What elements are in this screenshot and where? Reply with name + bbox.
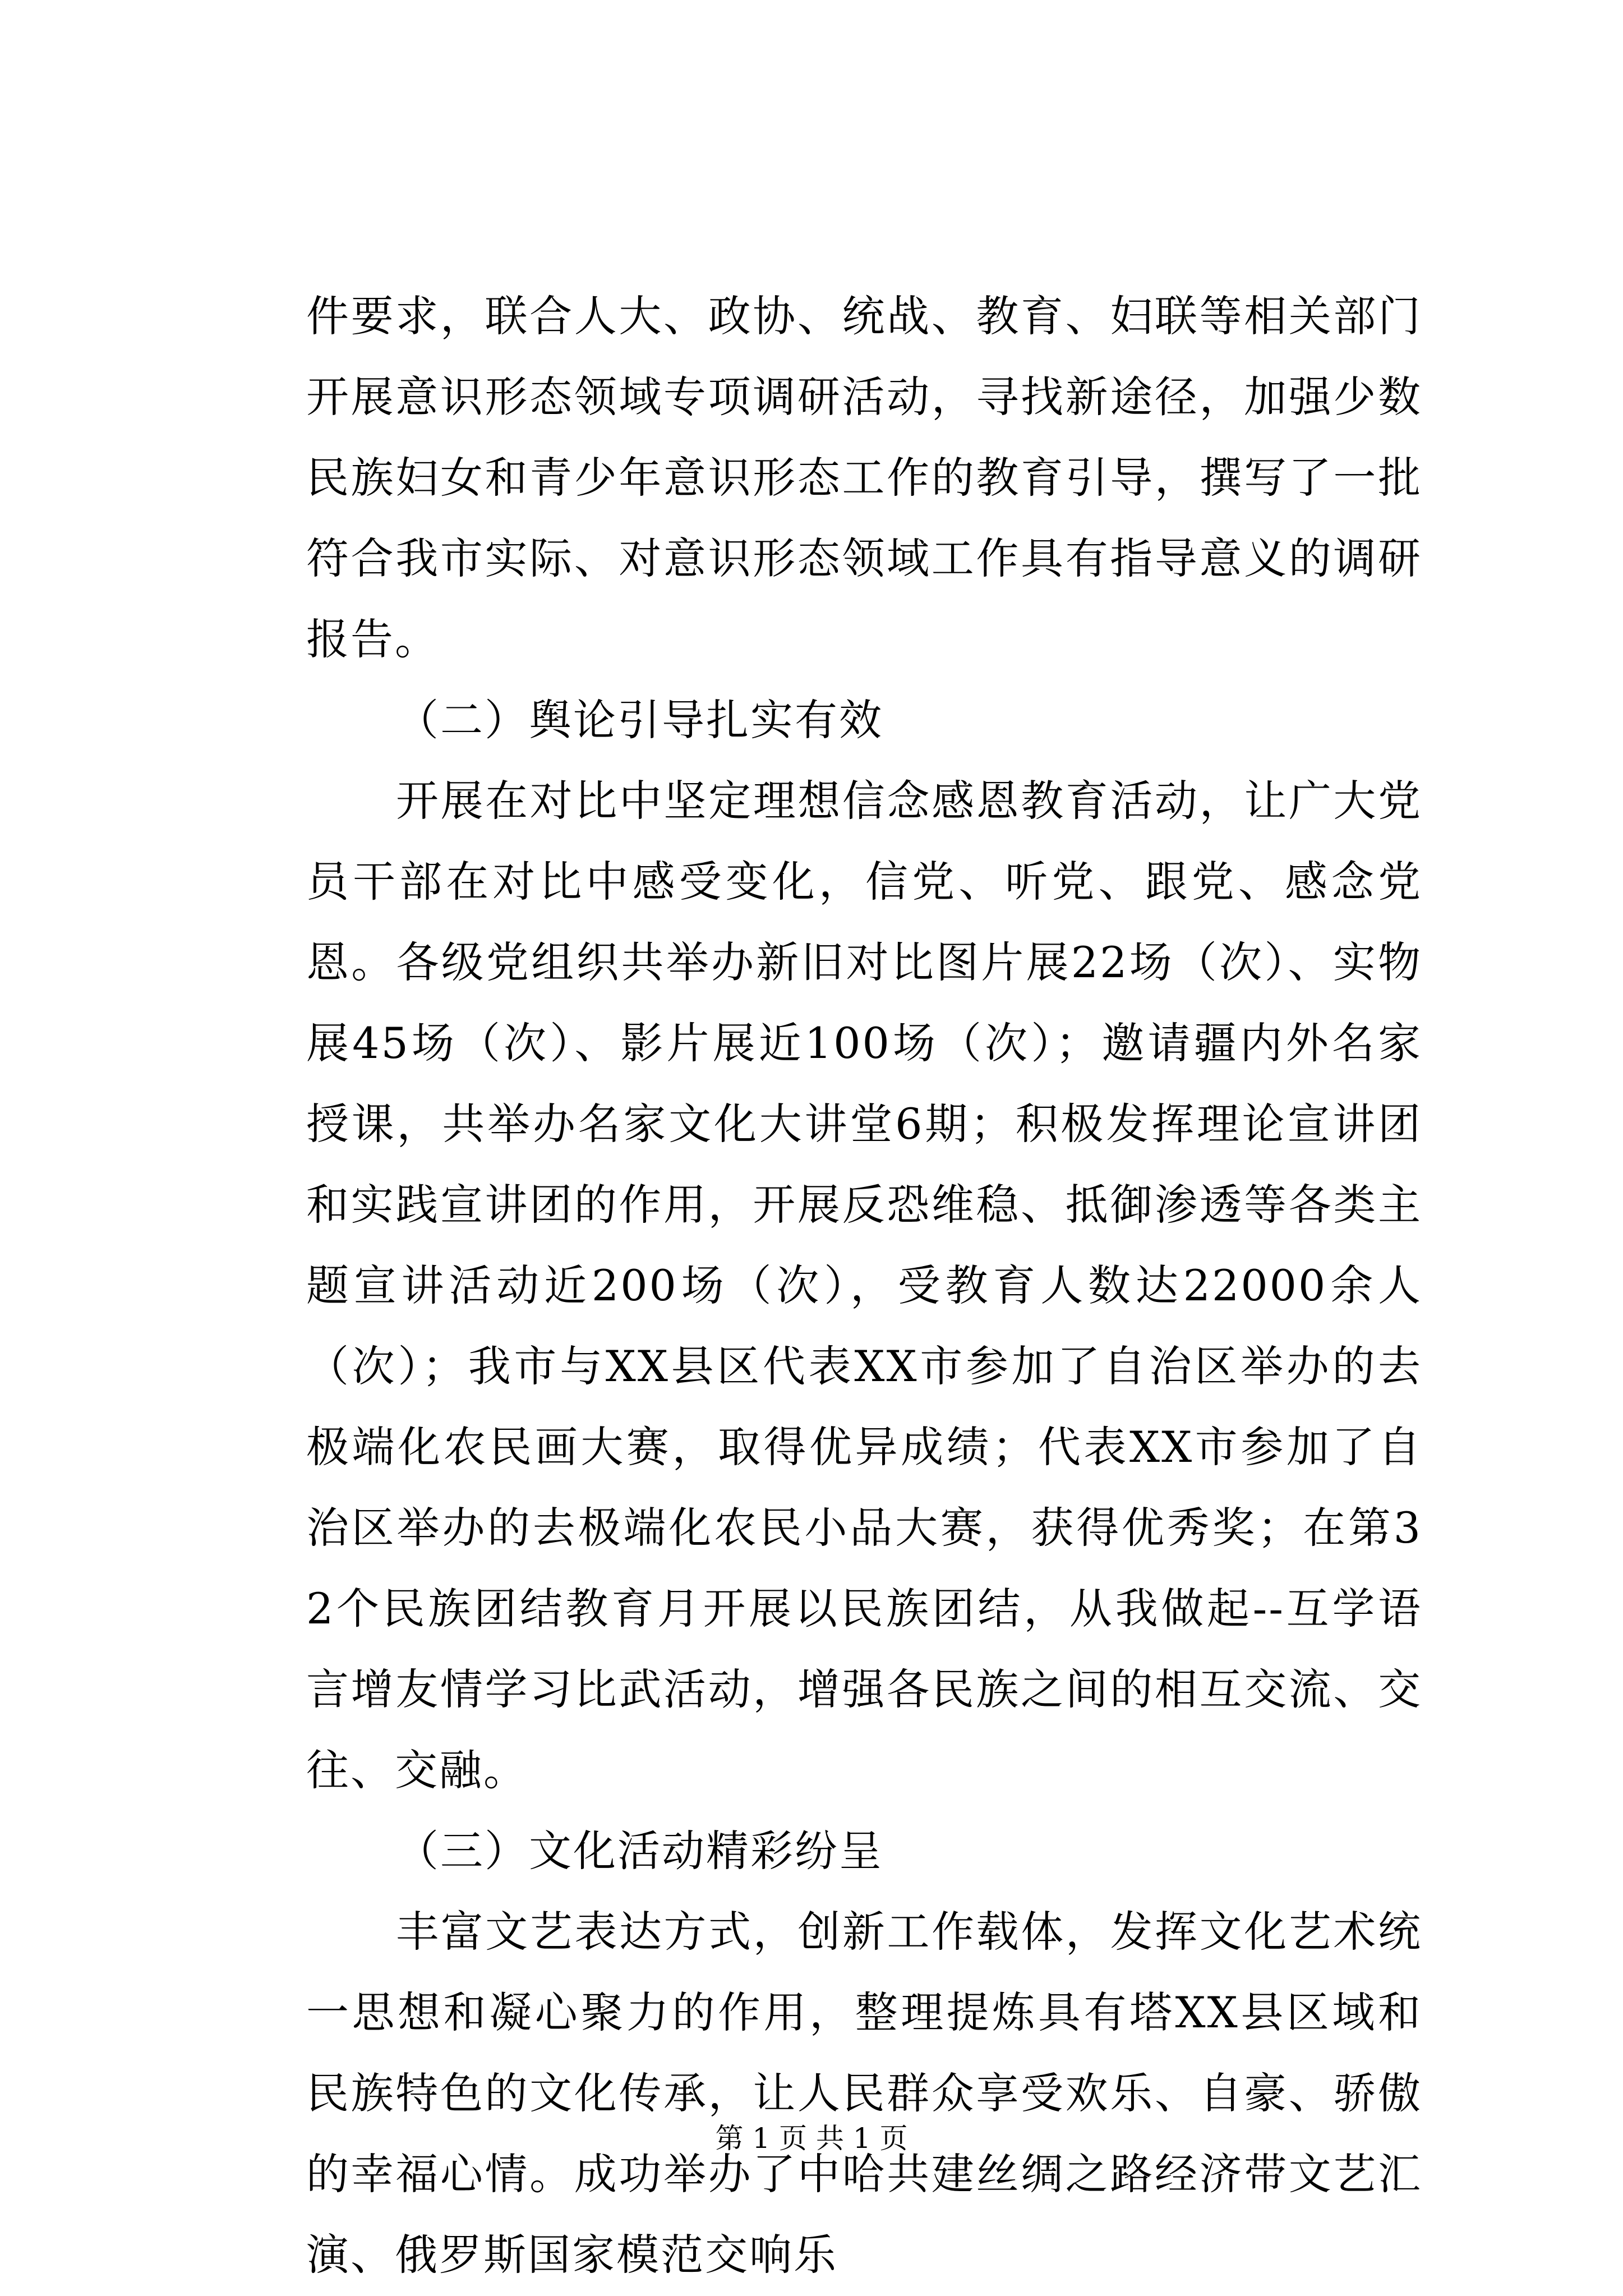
- section-heading-public-opinion: （二）舆论引导扎实有效: [396, 695, 883, 745]
- paragraph-public-opinion: 开展在对比中坚定理想信念感恩教育活动，让广大党员干部在对比中感受变化，信党、听党、跟党、感念党恩。各级党组织共举办新旧对比图片展22场（次）、实物展45场（次）、影片展近100场（次）；邀请疆内外名家授课，共举办名家文化大讲堂6期；积极发挥理论宣讲团和实践宣讲团的作用，开展反恐维稳、抵御渗透等各类主题宣讲活动近200场（次），受教育人数达22000余人（次）；我市与XX县区代表XX市参加了自治区举办的去极端化农民画大赛，取得优异成绩；代表XX市参加了自治区举办的去极端化农民小品大赛，获得优秀奖；在第32个民族团结教育月开展以民族团结，从我做起--互学语言增友情学习比武活动，增强各民族之间的相互交流、交往、交融。: [306, 776, 1422, 1795]
- paragraph-research-report: 件要求，联合人大、政协、统战、教育、妇联等相关部门开展意识形态领域专项调研活动，寻找新途径，加强少数民族妇女和青少年意识形态工作的教育引导，撰写了一批符合我市实际、对意识形态领域工作具有指导意义的调研报告。: [306, 291, 1422, 664]
- paragraph-cultural-activities: 丰富文艺表达方式，创新工作载体，发挥文化艺术统一思想和凝心聚力的作用，整理提炼具有塔XX县区域和民族特色的文化传承，让人民群众享受欢乐、自豪、骄傲的幸福心情。成功举办了中哈共建丝绸之路经济带文艺汇演、俄罗斯国家模范交响乐: [306, 1907, 1422, 2280]
- page-footer: 第 1 页 共 1 页: [715, 2122, 908, 2155]
- section-heading-cultural-activities: （三）文化活动精彩纷呈: [396, 1826, 883, 1876]
- document-body: [306, 276, 1422, 2295]
